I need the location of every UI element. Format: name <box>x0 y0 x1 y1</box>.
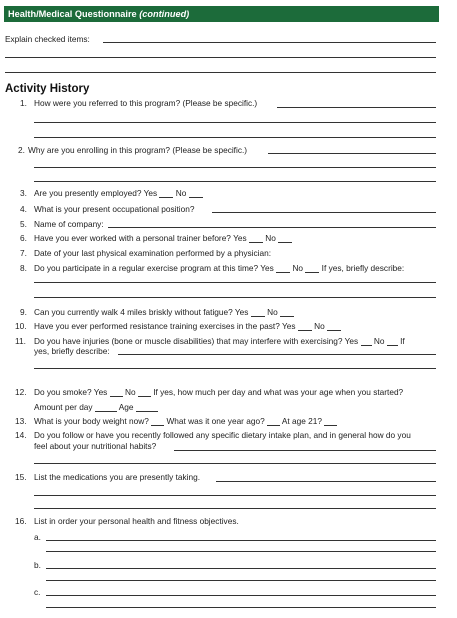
q10-text <box>34 321 341 331</box>
q3-number: 3. <box>20 188 27 198</box>
q2-text: Why are you enrolling in this program? (Please be specific.) <box>28 145 248 155</box>
q4-number: 4. <box>20 204 27 214</box>
q16-item-c-line-1[interactable] <box>46 595 436 596</box>
q8-text-b: No <box>292 263 304 273</box>
q12-age-blank[interactable] <box>136 403 158 412</box>
q16-item-b-line-2[interactable] <box>46 580 436 581</box>
q9-text-b: No <box>267 307 278 317</box>
q15-text: List the medications you are presently taking. <box>34 472 201 482</box>
q2-line-1[interactable] <box>268 153 436 154</box>
q16-item-c-line-2[interactable] <box>46 607 436 608</box>
q1-number: 1. <box>20 98 27 108</box>
q5-line[interactable] <box>108 227 436 228</box>
q1-line-2[interactable] <box>34 122 436 123</box>
q15-line-3[interactable] <box>34 508 436 509</box>
q2-line-2[interactable] <box>34 167 436 168</box>
q11-text-a: Do you have injuries (bone or muscle disabilities) that may interfere with exercising? Yes <box>34 336 359 346</box>
section-header-bar <box>4 6 439 22</box>
q11-text-d: yes, briefly describe: <box>34 346 110 356</box>
q13-now-blank[interactable] <box>151 417 164 426</box>
q12-amount-blank[interactable] <box>95 403 117 412</box>
q14-text-b: feel about your nutritional habits? <box>34 441 157 451</box>
q9-text-a: Can you currently walk 4 miles briskly without fatigue? Yes <box>34 307 249 317</box>
q16-item-a-line-2[interactable] <box>46 551 436 552</box>
q8-text-c: If yes, briefly describe: <box>321 263 405 273</box>
q13-text-a: What is your body weight now? <box>34 416 149 426</box>
q6-no-blank[interactable] <box>278 234 292 243</box>
q8-text <box>34 263 404 273</box>
q3-text <box>34 188 203 198</box>
q7-text: Date of your last physical examination performed by a physician: <box>34 248 272 258</box>
q16-item-b-label: b. <box>34 560 41 570</box>
q13-text-c: At age 21? <box>281 416 323 426</box>
q5-text: Name of company: <box>34 219 104 229</box>
q8-number: 8. <box>20 263 27 273</box>
q6-text-a: Have you ever worked with a personal trainer before? Yes <box>34 233 247 243</box>
q9-yes-blank[interactable] <box>251 308 265 317</box>
q6-number: 6. <box>20 233 27 243</box>
q12-text-d: Amount per day <box>34 402 93 412</box>
q12-yes-blank[interactable] <box>110 388 123 397</box>
q8-line-1[interactable] <box>34 282 436 283</box>
q16-item-b-line-1[interactable] <box>46 568 436 569</box>
q15-number: 15. <box>15 472 27 482</box>
q10-text-b: No <box>314 321 325 331</box>
q2-number: 2. <box>18 145 25 155</box>
explain-line-3[interactable] <box>5 72 436 73</box>
q16-text: List in order your personal health and fitness objectives. <box>34 516 239 526</box>
q10-no-blank[interactable] <box>327 322 341 331</box>
q14-line-1[interactable] <box>174 450 436 451</box>
q3-text-b: No <box>175 188 187 198</box>
q11-number: 11. <box>15 336 26 346</box>
q9-no-blank[interactable] <box>280 308 294 317</box>
q13-text <box>34 416 337 426</box>
q8-text-a: Do you participate in a regular exercise program at this time? Yes <box>34 263 274 273</box>
q11-text <box>34 336 405 346</box>
q13-year-ago-blank[interactable] <box>267 417 280 426</box>
q13-age21-blank[interactable] <box>324 417 337 426</box>
q12-text-c: If yes, how much per day and what was your age when you started? <box>153 387 404 397</box>
q7-number: 7. <box>20 248 27 258</box>
explain-label: Explain checked items: <box>5 34 90 44</box>
q16-item-a-label: a. <box>34 532 41 542</box>
q4-text: What is your present occupational position? <box>34 204 195 214</box>
q10-number: 10. <box>15 321 27 331</box>
q12-amount-row <box>34 402 158 412</box>
q8-no-blank[interactable] <box>305 264 319 273</box>
q1-line-1[interactable] <box>277 107 436 108</box>
q14-line-2[interactable] <box>34 463 436 464</box>
q2-line-3[interactable] <box>34 181 436 182</box>
section-title: Activity History <box>5 83 90 95</box>
q15-line-1[interactable] <box>216 481 436 482</box>
q3-text-a: Are you presently employed? Yes <box>34 188 158 198</box>
q14-text-a: Do you follow or have you recently followed any specific dietary intake plan, and in general how do you <box>34 430 411 440</box>
q11-yes-blank[interactable] <box>361 337 372 346</box>
q16-item-a-line-1[interactable] <box>46 540 436 541</box>
q13-number: 13. <box>15 416 27 426</box>
q3-yes-blank[interactable] <box>159 189 173 198</box>
q9-number: 9. <box>20 307 27 317</box>
q16-item-c-label: c. <box>34 587 41 597</box>
q11-line-2[interactable] <box>34 368 436 369</box>
q12-text-e: Age <box>118 402 134 412</box>
q11-text-c: If <box>400 336 405 346</box>
q14-number: 14. <box>15 430 27 440</box>
q15-line-2[interactable] <box>34 495 436 496</box>
q10-text-a: Have you ever performed resistance training exercises in the past? Yes <box>34 321 296 331</box>
q5-number: 5. <box>20 219 27 229</box>
q1-text: How were you referred to this program? (Please be specific.) <box>34 98 258 108</box>
q11-text-b: No <box>373 336 385 346</box>
q12-text-a: Do you smoke? Yes <box>34 387 108 397</box>
q10-yes-blank[interactable] <box>298 322 312 331</box>
q11-line-1[interactable] <box>118 354 436 355</box>
q12-text <box>34 387 403 397</box>
q12-no-blank[interactable] <box>138 388 151 397</box>
q8-line-2[interactable] <box>34 297 436 298</box>
header-subtitle: (continued) <box>139 9 190 19</box>
q1-line-3[interactable] <box>34 137 436 138</box>
q9-text <box>34 307 294 317</box>
explain-line-2[interactable] <box>5 57 436 58</box>
q6-text <box>34 233 292 243</box>
q12-text-b: No <box>124 387 136 397</box>
q4-line[interactable] <box>212 212 436 213</box>
q11-no-blank[interactable] <box>387 337 398 346</box>
explain-line-1[interactable] <box>103 42 436 43</box>
q12-number: 12. <box>15 387 27 397</box>
q6-yes-blank[interactable] <box>249 234 263 243</box>
q3-no-blank[interactable] <box>189 189 203 198</box>
q13-text-b: What was it one year ago? <box>166 416 265 426</box>
q8-yes-blank[interactable] <box>276 264 290 273</box>
header-title: Health/Medical Questionnaire <box>8 9 137 19</box>
q16-number: 16. <box>15 516 27 526</box>
q6-text-b: No <box>265 233 276 243</box>
